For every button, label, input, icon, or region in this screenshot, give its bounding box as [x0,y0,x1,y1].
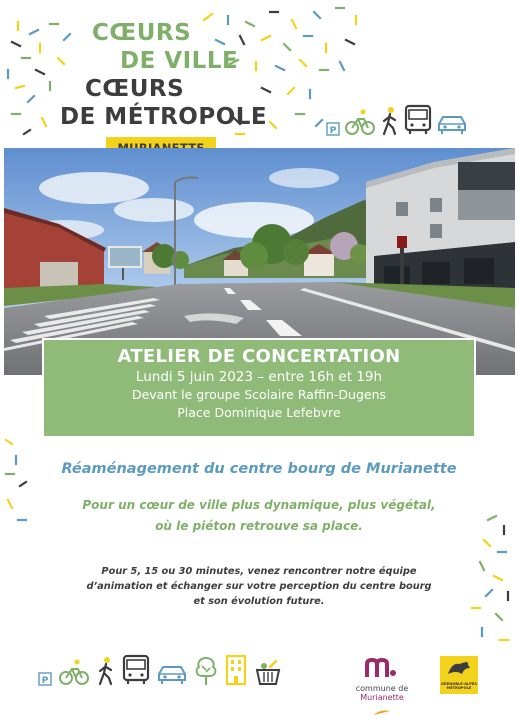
cyclist-icon [344,108,376,136]
title-line-4: DE MÉTROPOLE [60,104,268,130]
title-line-1: CŒURS [92,20,192,46]
event-info-box [42,338,476,438]
event-title: ATELIER DE CONCERTATION [117,346,401,367]
commune-prefix: commune de [355,684,409,693]
metropole-logo [440,656,478,694]
svg-text:P: P [41,676,49,686]
pedestrian-icon [96,656,116,686]
commune-logo [336,658,428,721]
tree-icon [194,656,218,686]
parking-icon [38,672,52,686]
event-location-line-2: Place Dominique Lefebvre [177,405,341,420]
commune-text [336,684,428,702]
bus-icon [122,654,150,686]
mobility-icons-bottom [38,654,282,686]
event-location-line-1: Devant le groupe Scolaire Raffin-Dugens [131,387,387,402]
car-icon [436,112,468,136]
mobility-icons-top [326,104,468,136]
body-line-3: et son évolution future. [193,596,325,607]
title-line-2: DE VILLE [120,48,239,74]
subheading-line-2: où le piéton retrouve sa place. [155,519,363,533]
event-date: Lundi 5 juin 2023 – entre 16h et 19h [135,369,383,385]
bus-icon [404,104,432,136]
svg-text:P: P [329,126,337,136]
commune-leaf-icon [372,709,392,717]
body-line-2: d’animation et échanger sur votre perception du centre bourg [86,581,432,592]
body-line-1: Pour 5, 15 ou 30 minutes, venez rencontrer notre équipe [101,566,417,577]
parking-icon [326,122,340,136]
building-icon [224,654,248,686]
car-icon [156,662,188,686]
market-basket-icon [254,658,282,686]
title-line-3: CŒURS [85,76,185,102]
pedestrian-icon [380,106,400,136]
metropole-logo-icon [440,656,478,682]
subheading-line-1: Pour un cœur de ville plus dynamique, plus végétal, [82,498,436,512]
commune-m-icon [365,658,399,678]
metropole-logo-text: GRENOBLE-ALPES MÉTROPOLE [441,682,477,691]
commune-name: Murianette [360,693,404,702]
project-heading: Réaménagement du centre bourg de Murianette [61,461,457,477]
cyclist-icon [58,658,90,686]
